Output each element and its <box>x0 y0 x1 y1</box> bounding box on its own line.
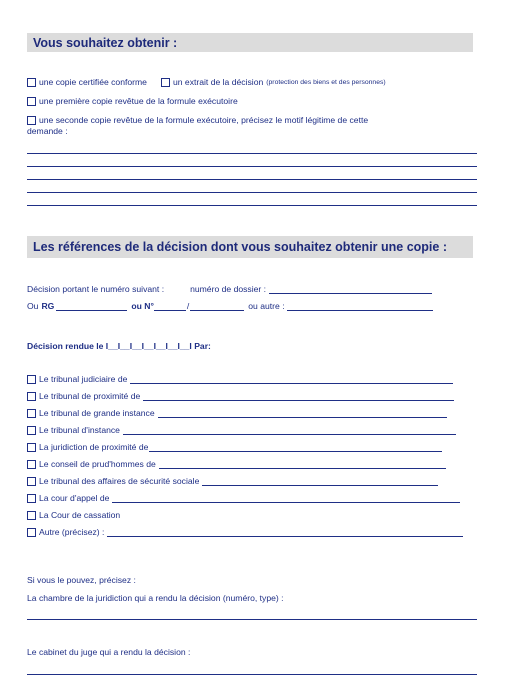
court-item <box>27 408 447 418</box>
option-row-3 <box>27 115 368 125</box>
second-copy-label: une seconde copie revêtue de la formule exécutoire, précisez le motif légitime de cette <box>39 115 369 125</box>
slash: / <box>186 301 190 311</box>
court-label: La cour d'appel de <box>39 493 110 503</box>
court-field[interactable] <box>130 374 453 384</box>
court-checkbox[interactable] <box>27 494 36 503</box>
first-copy-label: une première copie revêtue de la formule exécutoire <box>39 96 238 106</box>
n-field-1[interactable] <box>154 301 186 311</box>
chamber-label: La chambre de la juridiction qui a rendu la décision (numéro, type) : <box>27 593 284 603</box>
reason-line[interactable] <box>27 179 477 180</box>
section-heading-text: Les références de la décision dont vous souhaitez obtenir une copie : <box>33 240 447 254</box>
court-checkbox[interactable] <box>27 528 36 537</box>
court-label: La juridiction de proximité de <box>39 442 149 452</box>
cabinet-label: Le cabinet du juge qui a rendu la décision : <box>27 647 191 657</box>
ou-n-label: ou N° <box>131 301 154 311</box>
reason-line[interactable] <box>27 153 477 154</box>
court-checkbox[interactable] <box>27 443 36 452</box>
extract-note: (protection des biens et des personnes) <box>266 78 386 86</box>
rendered-date-label[interactable]: Décision rendue le I__I__I__I__I__I__I__I Par: <box>27 341 211 351</box>
court-item <box>27 459 446 469</box>
dossier-label: numéro de dossier : <box>190 284 267 294</box>
rg-row <box>27 301 433 311</box>
court-checkbox[interactable] <box>27 392 36 401</box>
court-item <box>27 476 438 486</box>
extract-label: un extrait de la décision <box>172 77 264 87</box>
court-label: Le conseil de prud'hommes de <box>39 459 156 469</box>
court-field[interactable] <box>159 459 446 469</box>
court-field[interactable] <box>123 425 456 435</box>
reason-line[interactable] <box>27 166 477 167</box>
ou-label: Ou <box>27 301 39 311</box>
court-field[interactable] <box>112 493 460 503</box>
first-copy-checkbox[interactable] <box>27 97 36 106</box>
second-copy-checkbox[interactable] <box>27 116 36 125</box>
court-label: Le tribunal de proximité de <box>39 391 141 401</box>
court-item <box>27 527 463 537</box>
decision-number-row <box>27 284 432 294</box>
cabinet-line[interactable] <box>27 674 477 675</box>
section-heading-text: Vous souhaitez obtenir : <box>33 35 178 50</box>
section-heading-references <box>27 236 473 258</box>
second-copy-label-cont: demande : <box>27 126 68 136</box>
court-label: Le tribunal des affaires de sécurité sociale <box>39 476 200 486</box>
court-item <box>27 391 454 401</box>
court-field[interactable] <box>202 476 438 486</box>
option-row-1 <box>27 77 386 87</box>
court-checkbox[interactable] <box>27 460 36 469</box>
dossier-number-field[interactable] <box>269 284 432 294</box>
court-label: Le tribunal d'instance <box>39 425 120 435</box>
court-field[interactable] <box>143 391 454 401</box>
chamber-line[interactable] <box>27 619 477 620</box>
court-checkbox[interactable] <box>27 375 36 384</box>
other-court-field[interactable] <box>107 527 463 537</box>
rg-field[interactable] <box>56 301 127 311</box>
court-checkbox[interactable] <box>27 409 36 418</box>
if-possible-label: Si vous le pouvez, précisez : <box>27 575 136 585</box>
decision-number-label: Décision portant le numéro suivant : <box>27 284 165 294</box>
rendered-date-row <box>27 341 211 351</box>
option-row-2 <box>27 96 238 106</box>
court-label: Le tribunal judiciaire de <box>39 374 128 384</box>
court-item <box>27 510 120 520</box>
court-item <box>27 493 460 503</box>
court-checkbox[interactable] <box>27 426 36 435</box>
rg-label: RG <box>41 301 55 311</box>
court-item <box>27 425 456 435</box>
court-label: La Cour de cassation <box>39 510 121 520</box>
court-label: Le tribunal de grande instance <box>39 408 155 418</box>
court-checkbox[interactable] <box>27 511 36 520</box>
n-field-2[interactable] <box>190 301 244 311</box>
section-heading-obtain <box>27 33 473 52</box>
court-field[interactable] <box>149 442 442 452</box>
certified-copy-checkbox[interactable] <box>27 78 36 87</box>
court-checkbox[interactable] <box>27 477 36 486</box>
ou-autre-label: ou autre : <box>248 301 285 311</box>
court-field[interactable] <box>158 408 447 418</box>
court-label: Autre (précisez) : <box>39 527 105 537</box>
reason-line[interactable] <box>27 205 477 206</box>
extract-checkbox[interactable] <box>161 78 170 87</box>
certified-copy-label: une copie certifiée conforme <box>39 77 147 87</box>
reason-line[interactable] <box>27 192 477 193</box>
court-item <box>27 374 453 384</box>
court-item <box>27 442 442 452</box>
autre-field[interactable] <box>287 301 433 311</box>
